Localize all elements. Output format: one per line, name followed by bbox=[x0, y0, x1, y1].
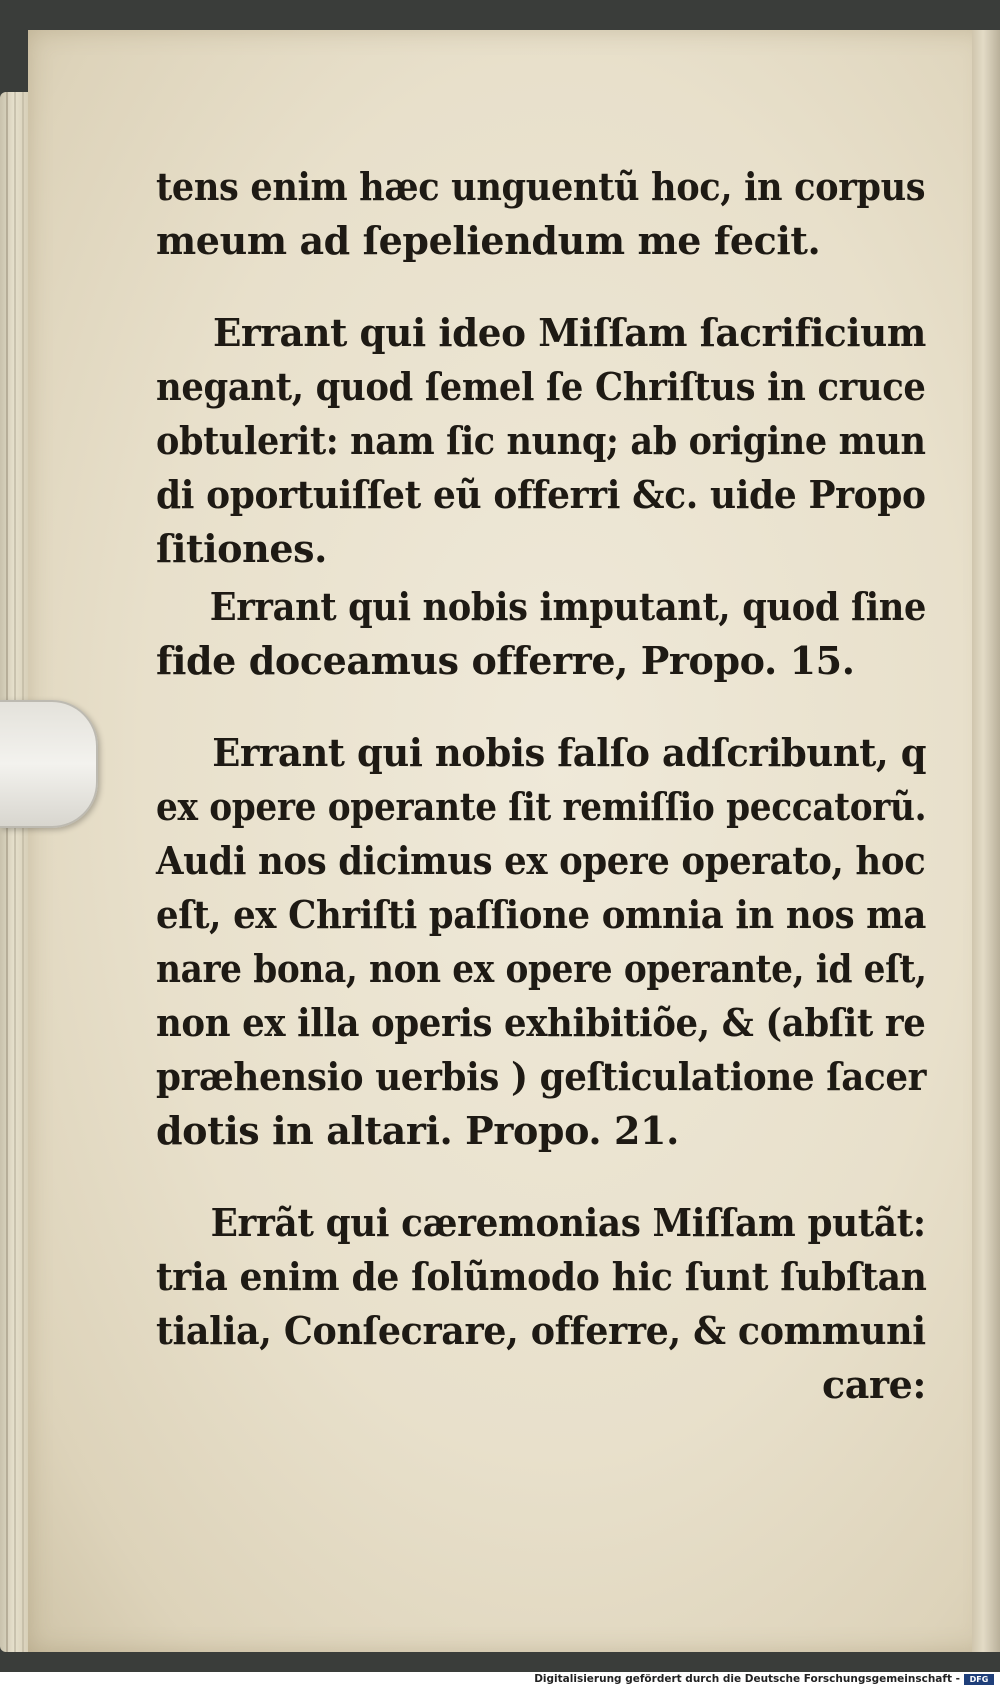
funding-credit: Digitalisierung gefördert durch die Deutsche Forschungsgemeinschaft - bbox=[534, 1673, 960, 1685]
text-line: Errant qui ideo Miſſam ſacrificium bbox=[212, 310, 926, 355]
text-line: tialia, Conſecrare, offerre, & communi bbox=[156, 1308, 926, 1353]
text-line: Audi nos dicimus ex opere operato, hoc bbox=[156, 838, 926, 883]
right-page-edge bbox=[972, 30, 1000, 1652]
paragraph-5 bbox=[156, 1196, 926, 1412]
paragraph-2 bbox=[156, 306, 926, 576]
text-line: fide doceamus offerre, Propo. 15. bbox=[156, 638, 855, 683]
paragraph-4 bbox=[156, 726, 926, 1158]
text-line: dotis in altari. Propo. 21. bbox=[156, 1108, 679, 1153]
dfg-logo: DFG bbox=[964, 1674, 994, 1685]
text-line: eſt, ex Chriſti paſſione omnia in nos ma bbox=[156, 892, 926, 937]
text-line: Errãt qui cæremonias Miſſam putãt: bbox=[210, 1200, 926, 1245]
text-line: Errant qui nobis imputant, quod ſine bbox=[209, 584, 927, 629]
page-holder-clip bbox=[0, 700, 98, 828]
text-line: Errant qui nobis falſo adſcribunt, q bbox=[212, 730, 927, 775]
text-line: ſitiones. bbox=[156, 526, 327, 571]
page-text bbox=[156, 160, 926, 1412]
text-line: meum ad ſepeliendum me fecit. bbox=[156, 218, 821, 263]
text-line: tria enim de ſolũmodo hic ſunt ſubſtan bbox=[156, 1254, 927, 1299]
digitization-footer bbox=[0, 1672, 1000, 1687]
text-line: tens enim hæc unguentũ hoc, in corpus bbox=[156, 164, 926, 209]
text-line: negant, quod ſemel ſe Chriſtus in cruce bbox=[156, 364, 926, 409]
text-line: non ex illa operis exhibitiõe, & (abſit re bbox=[156, 1000, 926, 1045]
paragraph-1 bbox=[156, 160, 926, 268]
text-line: nare bona, non ex opere operante, id eſt, bbox=[156, 946, 927, 991]
text-line: obtulerit: nam ſic nunq; ab origine mun bbox=[156, 418, 926, 463]
catchword: care: bbox=[822, 1362, 926, 1407]
paragraph-3 bbox=[156, 580, 926, 688]
text-line: ex opere operante ſit remiſſio peccatorũ. bbox=[156, 784, 927, 829]
text-line: di oportuiſſet eũ offerri &c. uide Propo bbox=[156, 472, 926, 517]
text-line: præhensio uerbis ) geſticulatione ſacer bbox=[156, 1054, 927, 1099]
